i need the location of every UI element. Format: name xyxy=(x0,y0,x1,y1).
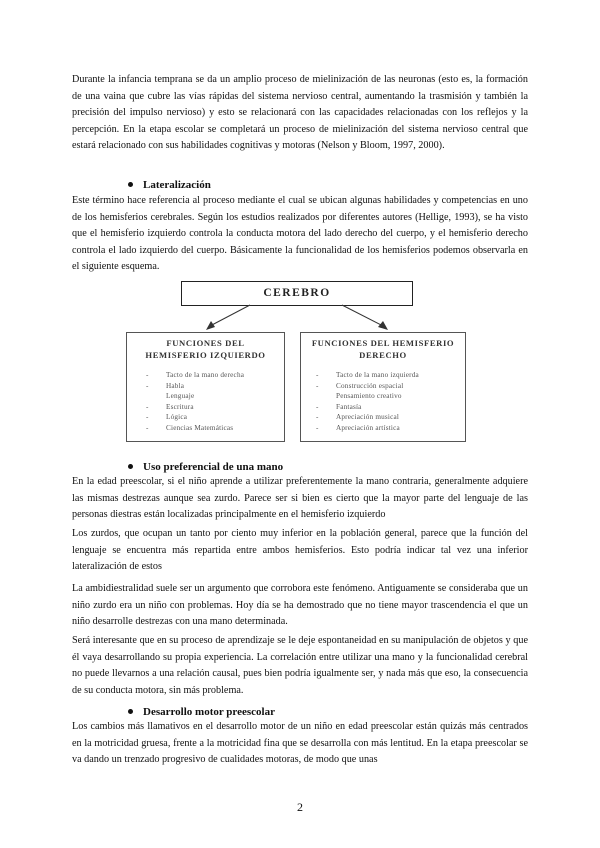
motor-paragraph: Los cambios más llamativos en el desarrollo motor de un niño en edad preescolar están quizás más centrados en la motricidad gruesa, frente a la motricidad fina que se desarrolla con más lentitud. En la etapa preescolar se va dando un trenzado progresivo de cualidades motoras, de modo que unas xyxy=(72,721,528,766)
diagram-cerebro-box: CEREBRO xyxy=(181,281,413,306)
left-functions-list xyxy=(146,370,244,434)
lateralizacion-paragraph: Este término hace referencia al proceso mediante el cual se ubican algunas habilidades y competencias en uno de los hemisferios cerebrales. Según los estudios realizados por diferentes autores (Hellige, 1993), se ha visto que el hemisferio izquierdo controla la conducta motora del lado derecho del cuerpo, y el hemisferio derecho controla el lado izquierdo del cuerpo. Básicamente la funcionalidad de los hemisferios podemos observarla en el siguiente esquema. xyxy=(72,195,528,273)
left-panel-title xyxy=(126,338,285,361)
list-item: Pensamiento creativo xyxy=(336,392,402,401)
list-item: - Construcción espacial xyxy=(316,381,404,390)
list-item: - Habla xyxy=(146,381,185,390)
heading-desarrollo-motor-text: Desarrollo motor preescolar xyxy=(143,706,275,718)
list-item: - Tacto de la mano derecha xyxy=(146,371,245,379)
arrow-right-head xyxy=(378,321,388,330)
intro-paragraph: Durante la infancia temprana se da un amplio proceso de mielinización de las neuronas (esto es, la formación de una vaina que cubre las vías rápidas del sistema nervioso central, aumentando la trasmisión y también la precisión del impulso nervioso) y esto se relacionará con las capacidades relacionadas con los reflejos y la percepción. En la etapa escolar se completará un proceso de mielinización del sistema nervioso central que estará relacionado con sus habilidades cognitivas y motoras (Nelson y Bloom, 1997, 2000). xyxy=(72,74,528,152)
page-number: 2 xyxy=(297,800,303,814)
left-title-line-2: HEMISFERIO IZQUIERDO xyxy=(145,349,266,360)
list-item: - Apreciación musical xyxy=(316,413,400,422)
arrow-right-line xyxy=(342,305,383,326)
list-item: - Ciencias Matemáticas xyxy=(146,423,234,432)
right-title-line-1: FUNCIONES DEL HEMISFERIO xyxy=(311,338,455,348)
list-item: - Tacto de la mano izquierda xyxy=(316,371,419,379)
list-item: - Fantasía xyxy=(316,402,362,411)
arrow-left-line xyxy=(210,305,250,326)
list-item: Lenguaje xyxy=(166,392,195,401)
mano-paragraph-4: Será interesante que en su proceso de aprendizaje se le deje espontaneidad en su manipulación de objetos y que él vaya desarrollando su propia experiencia. La correlación entre utilizar una mano y la funcionalidad cerebral no puede llevarnos a una relación causal, pues bien podría igualmente ser, y nada más que eso, la consecuencia de su conducta motora, sin más problema. xyxy=(72,635,528,696)
mano-paragraph-2: Los zurdos, que ocupan un tanto por ciento muy inferior en la población general, parece que la función del lenguaje se encuentra más repartida entre ambos hemisferios. Esto podría indicar tal vez una inferior lateralización de estos xyxy=(72,528,528,573)
mano-paragraph-3: La ambidiestralidad suele ser un argumento que corrobora este fenómeno. Antiguamente se consideraba que un niño zurdo era un niño con problemas. Hoy día se ha demostrado que no tiene mayor trascendencia el que un niño desarrolle destrezas con una mano determinada. xyxy=(72,583,528,628)
list-item: - Escritura xyxy=(146,402,194,411)
right-panel-title xyxy=(300,338,466,361)
heading-uso-mano xyxy=(128,460,283,474)
left-title-line-1: FUNCIONES DEL xyxy=(166,338,245,348)
arrow-left-head xyxy=(206,321,215,330)
list-item: - Lógica xyxy=(146,413,188,422)
list-item: - Apreciación artística xyxy=(316,423,400,432)
bullet-icon xyxy=(128,464,133,469)
heading-lateralizacion-text: Lateralización xyxy=(143,179,211,191)
heading-uso-mano-text: Uso preferencial de una mano xyxy=(143,461,284,473)
right-title-line-2: DERECHO xyxy=(359,349,407,360)
mano-paragraph-1: En la edad preescolar, si el niño aprende a utilizar preferentemente la mano contraria, generalmente adquiere las mismas destrezas aunque sea zurdo. Parece ser si bien es cierto que la mayor parte del lenguaje de las personas diestras están localizadas principalmente en el hemisferio izquierdo xyxy=(72,476,528,521)
bullet-icon xyxy=(128,709,133,714)
heading-desarrollo-motor xyxy=(128,705,275,719)
right-functions-list xyxy=(316,370,419,434)
